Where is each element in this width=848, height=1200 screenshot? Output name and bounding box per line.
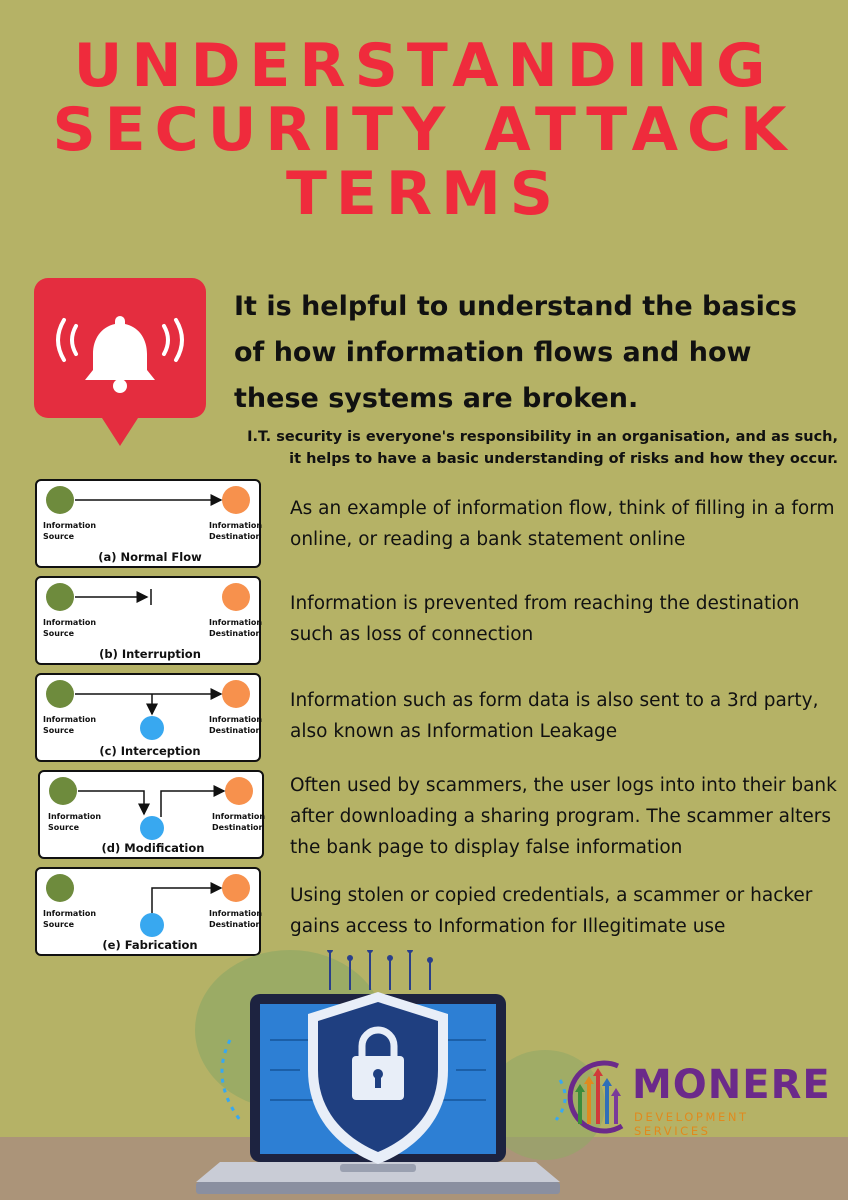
destination-label: Information Destination [212,812,266,832]
intro-subtext [228,426,838,470]
diagram-normal-flow [35,479,261,568]
alert-bell-icon [34,278,206,450]
intro-heading: It is helpful to understand the basics of how information flows and how these systems are broken. [234,291,798,414]
destination-label: Information Destination [209,521,263,541]
source-node [46,874,74,902]
diagram-caption: (e) Fabrication [102,938,198,952]
diagram-caption: (a) Normal Flow [98,550,202,564]
destination-label: Information Destination [209,909,263,929]
diagram-description: Using stolen or copied credentials, a scammer or hacker gains access to Information for Illegitimate use [290,885,813,937]
page-title [0,31,848,229]
intro-subtext-line-1: I.T. security is everyone's responsibility in an organisation, and as such, [247,429,838,445]
title-line-2: SECURITY ATTACK [52,95,796,165]
source-node [46,486,74,514]
source-label: Information Source [43,521,97,541]
diagram-caption: (c) Interception [99,744,201,758]
source-label: Information Source [43,618,97,638]
destination-node [222,583,250,611]
diagram-fabrication [35,867,261,956]
source-node [46,583,74,611]
diagram-description: Information is prevented from reaching the destination such as loss of connection [290,593,800,645]
title-line-3: TERMS [285,159,563,229]
monere-logo-icon [560,1060,632,1135]
logo-name: MONERE [632,1062,831,1108]
intro-subtext-line-2: it helps to have a basic understanding of risks and how they occur. [289,451,838,467]
destination-label: Information Destination [209,715,263,735]
diagram-caption: (b) Interruption [99,647,201,661]
title-line-1: UNDERSTANDING [73,31,775,101]
source-label: Information Source [43,909,97,929]
monere-logo [560,1060,831,1138]
source-label: Information Source [48,812,102,832]
third-party-node [140,716,164,740]
diagram-interruption [35,576,261,665]
destination-node [222,486,250,514]
diagram-modification [38,770,264,859]
destination-node [222,680,250,708]
third-party-node [140,816,164,840]
source-label: Information Source [43,715,97,735]
destination-label: Information Destination [209,618,263,638]
diagram-description: Often used by scammers, the user logs into into their bank after downloading a sharing program. The scammer alters the bank page to display false information [290,775,837,858]
destination-node [225,777,253,805]
source-node [46,680,74,708]
diagram-interception [35,673,261,762]
third-party-node [140,913,164,937]
destination-node [222,874,250,902]
diagram-description: Information such as form data is also sent to a 3rd party, also known as Information Leakage [290,690,819,742]
diagram-description: As an example of information flow, think of filling in a form online, or reading a bank statement online [290,498,835,550]
logo-tagline: DEVELOPMENT SERVICES [634,1110,749,1138]
source-node [49,777,77,805]
diagram-caption: (d) Modification [101,841,205,855]
